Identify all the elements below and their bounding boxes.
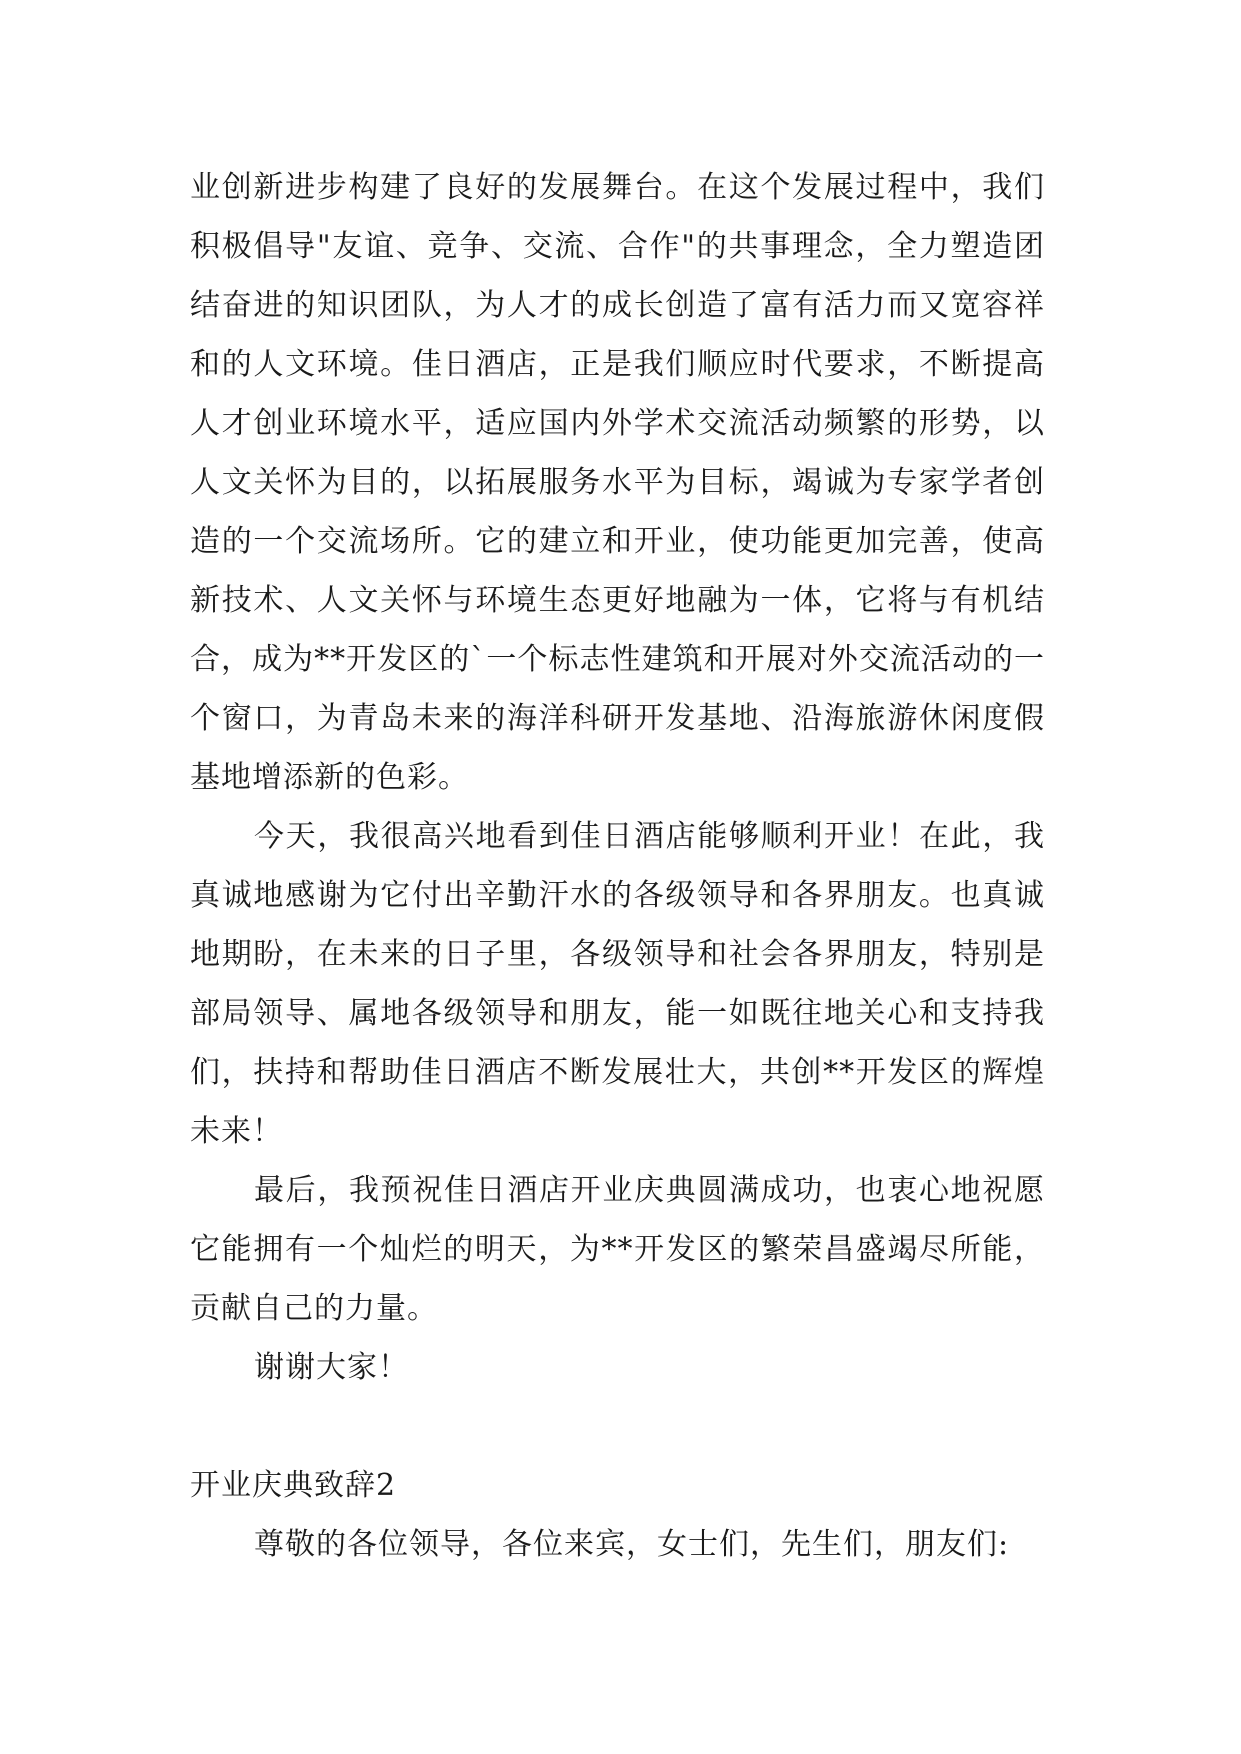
paragraph-greeting: 尊敬的各位领导，各位来宾，女士们，先生们，朋友们: [254, 1527, 1010, 1562]
paragraph-continuation: 业创新进步构建了良好的发展舞台。在这个发展过程中，我们积极倡导"友谊、竞争、交流、合作"的共事理念，全力塑造团结奋进的知识团队，为人才的成长创造了富有活力而又宽容祥和的人文环境。佳日酒店，正是我们顺应时代要求，不断提高人才创业环境水平，适应国内外学术交流活动频繁的形势，以人文关怀为目的，以拓展服务水平为目标，竭诚为专家学者创造的一个交流场所。它的建立和开业，使功能更加完善，使高新技术、人文关怀与环境生态更好地融为一体，它将与有机结合，成为**开发区的`一个标志性建筑和开展对外交流活动的一个窗口，为青岛未来的海洋科研开发基地、沿海旅游休闲度假基地增添新的色彩。 [190, 170, 1045, 795]
section-heading: 开业庆典致辞2 [190, 1468, 397, 1503]
document-body [190, 158, 1045, 1574]
paragraph-closing-wishes: 最后，我预祝佳日酒店开业庆典圆满成功，也衷心地祝愿它能拥有一个灿烂的明天，为**开发区的繁荣昌盛竭尽所能，贡献自己的力量。 [190, 1173, 1045, 1326]
paragraph-thank-you: 谢谢大家！ [254, 1350, 409, 1385]
paragraph-opening-thanks: 今天，我很高兴地看到佳日酒店能够顺利开业！在此，我真诚地感谢为它付出辛勤汗水的各级领导和各界朋友。也真诚地期盼，在未来的日子里，各级领导和社会各界朋友，特别是部局领导、属地各级领导和朋友，能一如既往地关心和支持我们，扶持和帮助佳日酒店不断发展壮大，共创**开发区的辉煌未来！ [190, 819, 1045, 1149]
